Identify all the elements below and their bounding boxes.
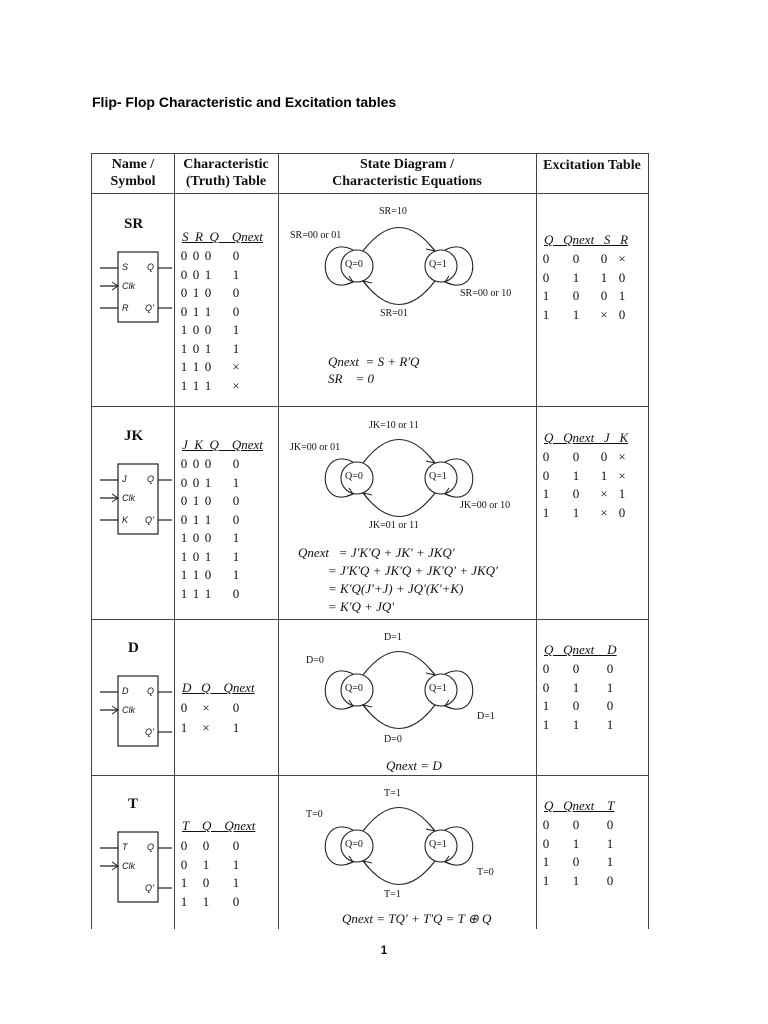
d-exc-cell: 1	[606, 679, 614, 695]
sr-exc-cell: 1	[618, 288, 626, 303]
jk-state-0: Q=0	[345, 471, 363, 482]
sr-char-cell: 1	[204, 303, 212, 319]
jk-char-cell: 0	[180, 474, 188, 490]
jk-exc-cell: 1	[542, 504, 550, 520]
t-name: T	[128, 796, 139, 812]
sr-exc-cell: ×	[600, 306, 608, 322]
d-label-top: D=1	[384, 632, 402, 643]
d-exc-cell: 1	[542, 716, 550, 732]
t-state-diagram	[307, 800, 507, 900]
column-divider	[278, 154, 279, 929]
d-char-cell: 0	[180, 700, 188, 715]
sr-exc-head: Q Qnext S R	[544, 232, 629, 247]
transition-arc	[363, 808, 435, 832]
jk-char-cell: 0	[180, 456, 188, 471]
sr-char-cell: ×	[232, 359, 240, 374]
sr-char-cell: 0	[192, 340, 200, 356]
row-divider	[92, 193, 648, 194]
jk-exc-cell: 0	[618, 504, 626, 520]
sr-char-cell: ×	[232, 377, 240, 393]
row-divider	[92, 775, 648, 776]
jk-exc-head: Q Qnext J K	[544, 430, 629, 445]
jk-char-cell: 0	[192, 548, 200, 564]
jk-label-bottom: JK=01 or 11	[369, 520, 419, 531]
arrowhead	[426, 824, 435, 831]
jk-equation-3: = K'Q(J'+J) + JQ'(K'+K)	[328, 581, 464, 596]
sr-equation-1: Qnext = S + R'Q	[328, 354, 420, 369]
sr-char-cell: 0	[232, 248, 240, 263]
t-state-1: Q=1	[429, 839, 447, 850]
d-label-bottom: D=0	[384, 734, 402, 745]
d-exc-head: Q Qnext D	[544, 642, 617, 657]
jk-label-right: JK=00 or 10	[460, 500, 511, 511]
t-state-0: Q=0	[345, 839, 363, 850]
sr-exc-cell: 1	[542, 288, 550, 303]
t-char-head: T Q Qnext	[182, 818, 256, 833]
jk-pin-q: Q	[147, 474, 155, 484]
sr-char-cell: 1	[180, 340, 188, 356]
d-char-cell: 1	[180, 720, 188, 735]
jk-char-cell: 0	[204, 567, 212, 582]
d-exc-cell: 0	[542, 679, 550, 695]
jk-pin-k: K	[122, 515, 129, 525]
sr-char-cell: 0	[204, 322, 212, 337]
jk-exc-cell: ×	[600, 486, 608, 501]
d-exc-cell: 1	[542, 698, 550, 713]
d-char-cell: 0	[232, 700, 240, 715]
t-char-cell: 1	[202, 893, 210, 909]
header-state-diagram	[278, 156, 536, 190]
transition-arc	[363, 493, 435, 517]
sr-exc-cell: 0	[618, 306, 626, 322]
jk-exc-cell: 0	[572, 486, 580, 501]
d-exc-cell: 1	[572, 716, 580, 732]
sr-exc-cell: 1	[572, 269, 580, 285]
transition-arc	[363, 228, 435, 252]
sr-exc-cell: 0	[618, 269, 626, 285]
d-state-diagram	[307, 644, 507, 744]
jk-char-cell: 0	[232, 585, 240, 601]
t-char-cell: 0	[232, 838, 240, 853]
jk-equation-2: = J'K'Q + JK'Q + JK'Q' + JKQ'	[328, 563, 498, 578]
d-char-cell: ×	[202, 720, 210, 735]
sr-label-right: SR=00 or 10	[460, 288, 512, 299]
header-line: Name /	[111, 157, 155, 172]
sr-char-cell: 1	[232, 266, 240, 282]
jk-symbol	[98, 462, 174, 542]
d-char-cell: 1	[232, 720, 240, 735]
jk-char-cell: 1	[192, 511, 200, 527]
sr-equation-2: SR = 0	[328, 371, 374, 386]
sr-state-1: Q=1	[429, 259, 447, 270]
d-pin-q: Q	[147, 686, 155, 696]
t-symbol	[98, 830, 174, 910]
d-equation-1: Qnext = D	[386, 758, 442, 773]
sr-char-cell: 1	[192, 285, 200, 300]
sr-exc-cell: 0	[600, 288, 608, 303]
document-title: Flip- Flop Characteristic and Excitation tables	[92, 94, 397, 110]
sr-char-head: S R Q Qnext	[182, 229, 263, 244]
sr-char-cell: 0	[192, 322, 200, 337]
d-exc-cell: 0	[606, 661, 614, 676]
jk-char-cell: 0	[204, 493, 212, 508]
t-pin-clk: Clk	[122, 861, 135, 871]
t-exc-cell: 1	[572, 872, 580, 888]
sr-char-cell: 0	[204, 248, 212, 263]
sr-char-cell: 1	[204, 377, 212, 393]
sr-char-cell: 1	[180, 377, 188, 393]
jk-char-cell: 0	[232, 456, 240, 471]
t-label-right: T=0	[477, 867, 494, 878]
sr-char-cell: 0	[232, 303, 240, 319]
jk-exc-cell: ×	[618, 467, 626, 483]
sr-char-cell: 0	[192, 248, 200, 263]
d-label-left: D=0	[306, 655, 324, 666]
sr-label-left: SR=00 or 01	[290, 230, 342, 241]
sr-char-cell: 0	[232, 285, 240, 300]
jk-char-cell: 1	[180, 530, 188, 545]
jk-char-cell: 1	[232, 567, 240, 582]
sr-exc-cell: 1	[572, 306, 580, 322]
sr-pin-s: S	[122, 262, 129, 272]
jk-char-cell: 0	[192, 530, 200, 545]
transition-arc	[363, 861, 435, 885]
jk-char-cell: 1	[204, 585, 212, 601]
sr-symbol	[98, 250, 174, 330]
jk-pin-qbar: Q'	[145, 515, 154, 525]
jk-label-top: JK=10 or 11	[369, 420, 419, 431]
column-divider	[174, 154, 175, 929]
d-label-right: D=1	[477, 711, 495, 722]
t-exc-cell: 0	[542, 835, 550, 851]
jk-exc-cell: 1	[618, 486, 626, 501]
sr-pin-qbar: Q'	[145, 303, 154, 313]
header-name-symbol	[92, 156, 174, 190]
t-pin-qbar: Q'	[145, 883, 154, 893]
sr-char-cell: 1	[192, 359, 200, 374]
row-divider	[92, 619, 648, 620]
t-label-top: T=1	[384, 788, 401, 799]
t-equation-1: Qnext = TQ' + T'Q = T ⊕ Q	[342, 911, 492, 926]
d-exc-cell: 0	[572, 698, 580, 713]
sr-pin-r: R	[122, 303, 129, 313]
t-exc-cell: 0	[606, 817, 614, 832]
jk-exc-cell: 0	[542, 467, 550, 483]
jk-name: JK	[124, 428, 144, 444]
d-exc-cell: 1	[606, 716, 614, 732]
t-char-cell: 0	[180, 838, 188, 853]
header-line: State Diagram /	[359, 157, 455, 172]
t-exc-cell: 0	[572, 854, 580, 869]
header-line: (Truth) Table	[185, 174, 267, 189]
d-pin-d: D	[122, 686, 129, 696]
sr-char-cell: 1	[192, 303, 200, 319]
row-divider	[92, 406, 648, 407]
d-state-1: Q=1	[429, 683, 447, 694]
sr-exc-cell: 1	[542, 306, 550, 322]
jk-char-cell: 1	[180, 567, 188, 582]
d-symbol	[98, 674, 174, 754]
t-exc-cell: 0	[606, 872, 614, 888]
sr-exc-cell: 1	[600, 269, 608, 285]
arrowhead	[426, 456, 435, 463]
sr-state-0: Q=0	[345, 259, 363, 270]
sr-char-cell: 0	[192, 266, 200, 282]
jk-char-cell: 1	[192, 585, 200, 601]
jk-pin-j: J	[122, 474, 127, 484]
sr-pin-clk: Clk	[122, 281, 135, 291]
arrowhead	[426, 668, 435, 675]
jk-exc-cell: 0	[542, 449, 550, 464]
jk-label-left: JK=00 or 01	[290, 442, 341, 453]
t-exc-cell: 0	[572, 817, 580, 832]
sr-char-cell: 1	[180, 359, 188, 374]
t-char-cell: 1	[180, 893, 188, 909]
jk-equation-4: = K'Q + JQ'	[328, 599, 395, 614]
jk-char-cell: 1	[232, 474, 240, 490]
sr-char-cell: 1	[232, 322, 240, 337]
jk-char-cell: 0	[192, 456, 200, 471]
t-exc-cell: 0	[542, 817, 550, 832]
sr-exc-cell: 0	[542, 269, 550, 285]
jk-char-cell: 1	[192, 493, 200, 508]
t-exc-cell: 1	[542, 854, 550, 869]
d-state-0: Q=0	[345, 683, 363, 694]
jk-exc-cell: 0	[600, 449, 608, 464]
sr-char-cell: 0	[180, 248, 188, 263]
jk-char-cell: 1	[180, 585, 188, 601]
arrowhead	[363, 861, 372, 868]
t-char-cell: 0	[202, 875, 210, 890]
sr-exc-cell: 0	[572, 288, 580, 303]
jk-state-1: Q=1	[429, 471, 447, 482]
header-line: Symbol	[110, 174, 156, 189]
jk-char-cell: 1	[204, 511, 212, 527]
sr-char-cell: 1	[204, 340, 212, 356]
t-char-cell: 1	[232, 875, 240, 890]
jk-char-cell: 0	[180, 493, 188, 508]
t-exc-cell: 1	[572, 835, 580, 851]
sr-label-bottom: SR=01	[380, 308, 408, 319]
sr-pin-q: Q	[147, 262, 155, 272]
sr-char-cell: 0	[204, 359, 212, 374]
arrowhead	[363, 705, 372, 712]
sr-exc-cell: 0	[600, 251, 608, 266]
transition-arc	[363, 440, 435, 464]
jk-exc-cell: 1	[542, 486, 550, 501]
header-line: Characteristic Equations	[332, 174, 482, 189]
sr-exc-cell: 0	[572, 251, 580, 266]
page-number: 1	[380, 943, 388, 957]
d-exc-cell: 0	[572, 661, 580, 676]
d-exc-cell: 0	[542, 661, 550, 676]
sr-char-cell: 0	[204, 285, 212, 300]
jk-exc-cell: 1	[600, 467, 608, 483]
sr-exc-cell: 0	[542, 251, 550, 266]
sr-char-cell: 0	[180, 266, 188, 282]
jk-exc-cell: 0	[572, 449, 580, 464]
d-char-cell: ×	[202, 700, 210, 715]
header-characteristic	[174, 156, 278, 190]
flip-flop-table	[91, 153, 649, 929]
t-exc-cell: 1	[606, 835, 614, 851]
arrowhead	[363, 281, 372, 288]
sr-name: SR	[124, 216, 144, 232]
d-pin-clk: Clk	[122, 705, 135, 715]
jk-exc-cell: 1	[572, 504, 580, 520]
sr-label-top: SR=10	[379, 206, 407, 217]
t-exc-cell: 1	[606, 854, 614, 869]
t-pin-t: T	[122, 842, 128, 852]
sr-char-cell: 0	[180, 285, 188, 300]
jk-char-head: J K Q Qnext	[182, 437, 263, 452]
jk-char-cell: 0	[204, 530, 212, 545]
jk-char-cell: 0	[180, 511, 188, 527]
d-exc-cell: 1	[572, 679, 580, 695]
jk-char-cell: 0	[232, 493, 240, 508]
d-char-head: D Q Qnext	[182, 680, 255, 695]
sr-char-cell: 1	[232, 340, 240, 356]
jk-char-cell: 0	[204, 456, 212, 471]
arrowhead	[426, 244, 435, 251]
header-line: Excitation Table	[543, 158, 641, 173]
t-label-left: T=0	[306, 809, 323, 820]
jk-char-cell: 1	[204, 474, 212, 490]
sr-char-cell: 0	[180, 303, 188, 319]
jk-char-cell: 1	[232, 530, 240, 545]
jk-exc-cell: 1	[572, 467, 580, 483]
jk-equation-1: Qnext = J'K'Q + JK' + JKQ'	[298, 545, 455, 560]
jk-char-cell: 1	[232, 548, 240, 564]
t-exc-cell: 1	[542, 872, 550, 888]
t-char-cell: 1	[180, 875, 188, 890]
jk-char-cell: 1	[204, 548, 212, 564]
sr-char-cell: 1	[204, 266, 212, 282]
t-char-cell: 0	[202, 838, 210, 853]
t-char-cell: 0	[232, 893, 240, 909]
arrowhead	[363, 493, 372, 500]
t-exc-head: Q Qnext T	[544, 798, 615, 813]
d-name: D	[128, 640, 139, 656]
sr-char-cell: 1	[192, 377, 200, 393]
jk-pin-clk: Clk	[122, 493, 135, 503]
t-char-cell: 0	[180, 856, 188, 872]
jk-char-cell: 1	[180, 548, 188, 564]
header-excitation	[536, 157, 648, 174]
d-exc-cell: 0	[606, 698, 614, 713]
t-char-cell: 1	[202, 856, 210, 872]
t-pin-q: Q	[147, 842, 155, 852]
t-label-bottom: T=1	[384, 889, 401, 900]
transition-arc	[363, 705, 435, 729]
column-divider	[536, 154, 537, 929]
jk-char-cell: 1	[192, 567, 200, 582]
sr-char-cell: 1	[180, 322, 188, 337]
header-line: Characteristic	[183, 157, 269, 172]
sr-exc-cell: ×	[618, 251, 626, 266]
jk-exc-cell: ×	[600, 504, 608, 520]
transition-arc	[363, 281, 435, 305]
transition-arc	[363, 652, 435, 676]
jk-exc-cell: ×	[618, 449, 626, 464]
t-char-cell: 1	[232, 856, 240, 872]
jk-char-cell: 0	[232, 511, 240, 527]
d-pin-qbar: Q'	[145, 727, 154, 737]
jk-char-cell: 0	[192, 474, 200, 490]
